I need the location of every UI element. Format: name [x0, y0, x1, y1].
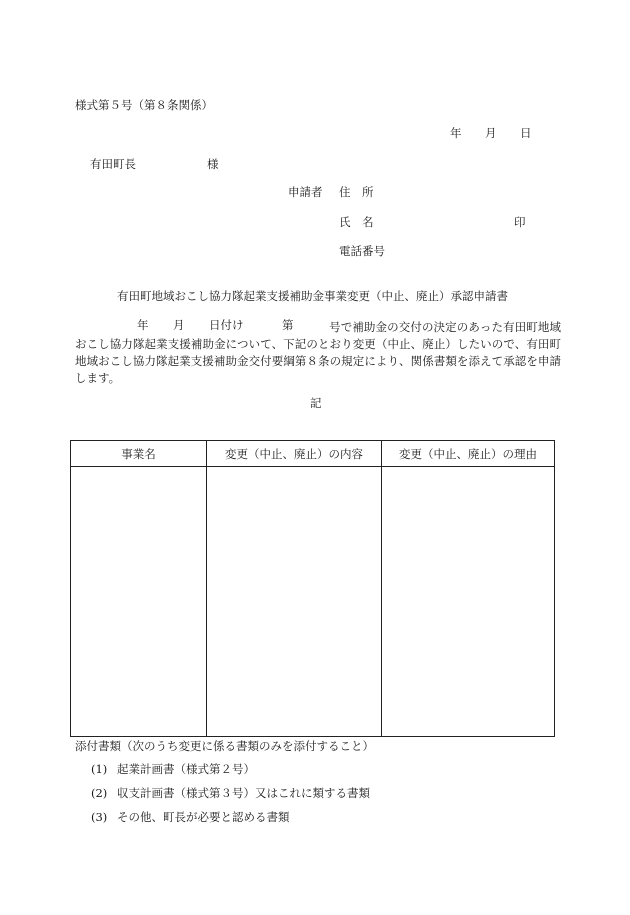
body-date-month: 月: [173, 318, 185, 332]
body-number-prefix: 第: [282, 318, 294, 332]
document-title: 有田町地域おこし協力隊起業支援補助金事業変更（中止、廃止）承認申請書: [117, 289, 508, 303]
body-date-day: 日付け: [209, 318, 244, 332]
header-change-reason: 変更（中止、廃止）の理由: [382, 441, 555, 467]
change-reason-cell[interactable]: [382, 467, 555, 737]
applicant-name-label: 氏 名: [339, 215, 374, 229]
list-item-number: (2): [91, 786, 108, 800]
date-day-label: 日: [520, 126, 532, 140]
applicant-address-label: 住 所: [339, 185, 374, 199]
list-item-text: 収支計画書（様式第３号）又はこれに類する書類: [117, 786, 370, 800]
form-number: 様式第５号（第８条関係）: [75, 98, 213, 112]
applicant-phone-label: 電話番号: [339, 244, 385, 258]
table-row: [71, 467, 555, 737]
addressee-honorific: 様: [207, 157, 219, 171]
list-item-text: 起業計画書（様式第２号）: [117, 762, 255, 776]
body-paragraph-text: 号で補助金の交付の決定のあった有田町地域おこし協力隊起業支援補助金について、下記のとおり変更（中止、廃止）したいので、有田町地域おこし協力隊起業支援補助金交付要綱第８条の規定により、関係書類を添えて承認を申請します。: [75, 320, 561, 385]
header-change-content: 変更（中止、廃止）の内容: [207, 441, 382, 467]
project-name-cell[interactable]: [71, 467, 207, 737]
date-year-label: 年: [450, 126, 462, 140]
change-content-cell[interactable]: [207, 467, 382, 737]
attachments-heading: 添付書類（次のうち変更に係る書類のみを添付すること）: [75, 739, 374, 753]
list-item: [91, 764, 255, 776]
list-item-number: (1): [91, 762, 108, 776]
list-item: [91, 812, 290, 824]
addressee-name: 有田町長: [90, 157, 136, 171]
body-date-year: 年: [137, 318, 149, 332]
list-item-number: (3): [91, 810, 108, 824]
body-paragraph: [75, 319, 561, 387]
applicant-role-label: 申請者: [288, 185, 323, 199]
table-header-row: [71, 441, 555, 467]
header-project-name: 事業名: [71, 441, 207, 467]
date-month-label: 月: [485, 126, 497, 140]
change-table: [70, 440, 555, 737]
list-item-text: その他、町長が必要と認める書類: [117, 810, 290, 824]
list-item: [91, 788, 370, 800]
seal-label: 印: [514, 215, 526, 229]
ki-label: 記: [310, 396, 322, 410]
